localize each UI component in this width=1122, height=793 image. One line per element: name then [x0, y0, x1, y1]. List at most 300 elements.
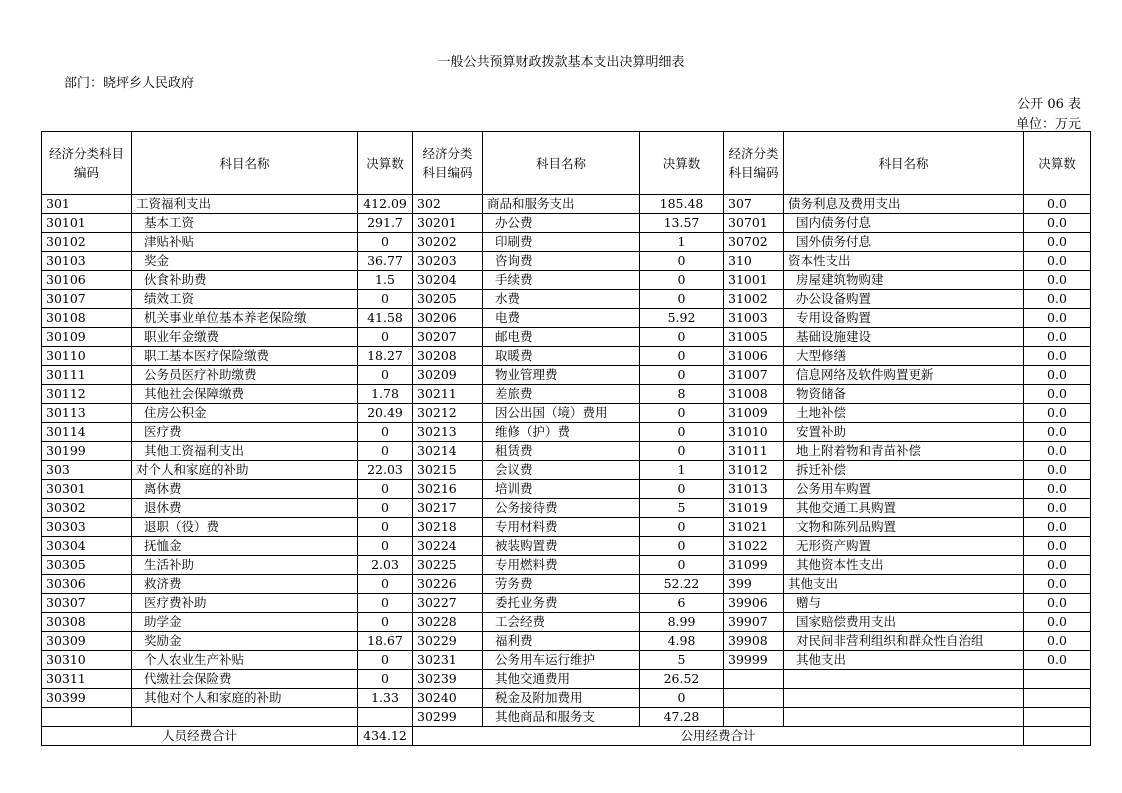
amount-cell-1: 1.33: [358, 689, 413, 708]
expenditure-table: [41, 131, 1091, 746]
amount-cell-1: 0: [358, 233, 413, 252]
header-name-1: 科目名称: [132, 132, 358, 195]
name-cell-1: 个人农业生产补贴: [132, 651, 358, 670]
code-cell-2: 30228: [413, 613, 483, 632]
table-row: [42, 556, 1091, 575]
name-cell-3: 专用设备购置: [784, 309, 1024, 328]
name-cell-2: 因公出国（境）费用: [483, 404, 640, 423]
name-cell-1: 绩效工资: [132, 290, 358, 309]
code-cell-1: 30306: [42, 575, 132, 594]
name-cell-2: 被装购置费: [483, 537, 640, 556]
name-cell-1: 奖励金: [132, 632, 358, 651]
amount-cell-2: 8.99: [640, 613, 724, 632]
name-cell-3: 公务用车购置: [784, 480, 1024, 499]
code-cell-2: 30207: [413, 328, 483, 347]
name-cell-3: 信息网络及软件购置更新: [784, 366, 1024, 385]
amount-cell-3: 0.0: [1024, 385, 1091, 404]
name-cell-3: 资本性支出: [784, 252, 1024, 271]
code-cell-1: 30309: [42, 632, 132, 651]
name-cell-2: 电费: [483, 309, 640, 328]
name-cell-2: 专用燃料费: [483, 556, 640, 575]
table-row: [42, 252, 1091, 271]
name-cell-1: [132, 708, 358, 727]
name-cell-3: 对民间非营利组织和群众性自治组: [784, 632, 1024, 651]
code-cell-3: 30701: [724, 214, 784, 233]
code-cell-2: 30213: [413, 423, 483, 442]
table-row: [42, 670, 1091, 689]
header-code-3: 经济分类科目编码: [724, 132, 784, 195]
code-cell-1: [42, 708, 132, 727]
header-amount-2: 决算数: [640, 132, 724, 195]
code-cell-2: 30203: [413, 252, 483, 271]
amount-cell-2: 1: [640, 233, 724, 252]
amount-cell-1: 291.7: [358, 214, 413, 233]
name-cell-3: 其他支出: [784, 651, 1024, 670]
name-cell-2: 取暖费: [483, 347, 640, 366]
code-cell-2: 30201: [413, 214, 483, 233]
name-cell-2: 劳务费: [483, 575, 640, 594]
amount-cell-3: 0.0: [1024, 233, 1091, 252]
amount-cell-2: 0: [640, 347, 724, 366]
header-code-1: 经济分类科目编码: [42, 132, 132, 195]
code-cell-3: 39999: [724, 651, 784, 670]
name-cell-1: 抚恤金: [132, 537, 358, 556]
name-cell-2: 租赁费: [483, 442, 640, 461]
amount-cell-1: 1.78: [358, 385, 413, 404]
code-cell-1: 30102: [42, 233, 132, 252]
totals-row: [42, 727, 1091, 746]
amount-cell-3: 0.0: [1024, 575, 1091, 594]
code-cell-1: 30106: [42, 271, 132, 290]
name-cell-1: 退职（役）费: [132, 518, 358, 537]
amount-cell-1: 0: [358, 537, 413, 556]
name-cell-1: 离休费: [132, 480, 358, 499]
name-cell-1: 医疗费补助: [132, 594, 358, 613]
code-cell-1: 30113: [42, 404, 132, 423]
table-title: 一般公共预算财政拨款基本支出决算明细表: [437, 55, 685, 70]
name-cell-2: 差旅费: [483, 385, 640, 404]
code-cell-2: 30240: [413, 689, 483, 708]
header-name-2: 科目名称: [483, 132, 640, 195]
amount-cell-1: 0: [358, 480, 413, 499]
amount-cell-1: 0: [358, 290, 413, 309]
public-total-label: 公用经费合计: [413, 727, 1024, 746]
table-row: [42, 689, 1091, 708]
code-cell-3: 31010: [724, 423, 784, 442]
amount-cell-1: 0: [358, 366, 413, 385]
amount-cell-3: 0.0: [1024, 271, 1091, 290]
name-cell-1: 救济费: [132, 575, 358, 594]
code-cell-3: 30702: [724, 233, 784, 252]
name-cell-3: 国内债务付息: [784, 214, 1024, 233]
amount-cell-2: 0: [640, 423, 724, 442]
amount-cell-2: 0: [640, 271, 724, 290]
code-cell-2: 30227: [413, 594, 483, 613]
name-cell-3: 国家赔偿费用支出: [784, 613, 1024, 632]
name-cell-1: 奖金: [132, 252, 358, 271]
amount-cell-1: 0: [358, 575, 413, 594]
amount-cell-2: 47.28: [640, 708, 724, 727]
table-row: [42, 309, 1091, 328]
amount-cell-3: 0.0: [1024, 290, 1091, 309]
name-cell-1: 生活补助: [132, 556, 358, 575]
name-cell-1: 退休费: [132, 499, 358, 518]
code-cell-1: 303: [42, 461, 132, 480]
amount-cell-1: 0: [358, 613, 413, 632]
name-cell-1: 机关事业单位基本养老保险缴: [132, 309, 358, 328]
department-label: 部门：晓坪乡人民政府: [64, 76, 195, 91]
name-cell-2: 公务用车运行维护: [483, 651, 640, 670]
name-cell-1: 医疗费: [132, 423, 358, 442]
name-cell-2: 商品和服务支出: [483, 195, 640, 214]
code-cell-1: 30303: [42, 518, 132, 537]
header-amount-3: 决算数: [1024, 132, 1091, 195]
amount-cell-2: 6: [640, 594, 724, 613]
amount-cell-3: 0.0: [1024, 461, 1091, 480]
name-cell-3: 债务利息及费用支出: [784, 195, 1024, 214]
code-cell-1: 30305: [42, 556, 132, 575]
code-cell-2: 302: [413, 195, 483, 214]
amount-cell-3: 0.0: [1024, 556, 1091, 575]
table-row: [42, 708, 1091, 727]
amount-cell-3: 0.0: [1024, 594, 1091, 613]
amount-cell-2: 4.98: [640, 632, 724, 651]
amount-cell-3: 0.0: [1024, 366, 1091, 385]
name-cell-2: 维修（护）费: [483, 423, 640, 442]
code-cell-3: 39908: [724, 632, 784, 651]
name-cell-1: 津贴补贴: [132, 233, 358, 252]
amount-cell-2: 0: [640, 366, 724, 385]
name-cell-1: 职业年金缴费: [132, 328, 358, 347]
code-cell-3: 310: [724, 252, 784, 271]
amount-cell-2: 5: [640, 651, 724, 670]
code-cell-2: 30209: [413, 366, 483, 385]
code-cell-1: 30301: [42, 480, 132, 499]
name-cell-1: 公务员医疗补助缴费: [132, 366, 358, 385]
name-cell-3: 物资储备: [784, 385, 1024, 404]
amount-cell-3: 0.0: [1024, 537, 1091, 556]
amount-cell-2: 1: [640, 461, 724, 480]
code-cell-1: 301: [42, 195, 132, 214]
name-cell-1: 其他对个人和家庭的补助: [132, 689, 358, 708]
code-cell-3: 31019: [724, 499, 784, 518]
code-cell-2: 30218: [413, 518, 483, 537]
amount-cell-1: 1.5: [358, 271, 413, 290]
table-row: [42, 195, 1091, 214]
amount-cell-1: 36.77: [358, 252, 413, 271]
amount-cell-3: 0.0: [1024, 613, 1091, 632]
amount-cell-1: 41.58: [358, 309, 413, 328]
amount-cell-1: 0: [358, 423, 413, 442]
amount-cell-2: 26.52: [640, 670, 724, 689]
code-cell-2: 30205: [413, 290, 483, 309]
amount-cell-1: 0: [358, 594, 413, 613]
code-cell-1: 30108: [42, 309, 132, 328]
code-cell-2: 30226: [413, 575, 483, 594]
name-cell-2: 专用材料费: [483, 518, 640, 537]
amount-cell-2: 13.57: [640, 214, 724, 233]
amount-cell-3: 0.0: [1024, 651, 1091, 670]
name-cell-2: 工会经费: [483, 613, 640, 632]
amount-cell-2: 0: [640, 252, 724, 271]
amount-cell-3: [1024, 689, 1091, 708]
code-cell-2: 30299: [413, 708, 483, 727]
code-cell-2: 30217: [413, 499, 483, 518]
name-cell-3: 国外债务付息: [784, 233, 1024, 252]
amount-cell-2: 0: [640, 290, 724, 309]
header-name-3: 科目名称: [784, 132, 1024, 195]
name-cell-3: 安置补助: [784, 423, 1024, 442]
amount-cell-2: 0: [640, 404, 724, 423]
code-cell-1: 30103: [42, 252, 132, 271]
amount-cell-3: 0.0: [1024, 480, 1091, 499]
name-cell-1: 工资福利支出: [132, 195, 358, 214]
code-cell-3: 31006: [724, 347, 784, 366]
amount-cell-1: 2.03: [358, 556, 413, 575]
name-cell-3: 其他资本性支出: [784, 556, 1024, 575]
name-cell-2: 咨询费: [483, 252, 640, 271]
name-cell-2: 税金及附加费用: [483, 689, 640, 708]
header-code-2: 经济分类科目编码: [413, 132, 483, 195]
name-cell-2: 手续费: [483, 271, 640, 290]
name-cell-3: [784, 689, 1024, 708]
table-row: [42, 480, 1091, 499]
amount-cell-3: 0.0: [1024, 423, 1091, 442]
header-row: [42, 132, 1091, 195]
name-cell-3: 大型修缮: [784, 347, 1024, 366]
code-cell-2: 30216: [413, 480, 483, 499]
table-row: [42, 404, 1091, 423]
code-cell-2: 30225: [413, 556, 483, 575]
name-cell-3: 房屋建筑物购建: [784, 271, 1024, 290]
table-row: [42, 423, 1091, 442]
table-row: [42, 290, 1091, 309]
table-row: [42, 499, 1091, 518]
name-cell-1: 对个人和家庭的补助: [132, 461, 358, 480]
code-cell-1: 30112: [42, 385, 132, 404]
amount-cell-1: 20.49: [358, 404, 413, 423]
amount-cell-1: 18.67: [358, 632, 413, 651]
name-cell-3: 其他支出: [784, 575, 1024, 594]
table-row: [42, 518, 1091, 537]
amount-cell-2: 0: [640, 328, 724, 347]
name-cell-3: 土地补偿: [784, 404, 1024, 423]
name-cell-1: 其他社会保障缴费: [132, 385, 358, 404]
table-row: [42, 575, 1091, 594]
table-row: [42, 613, 1091, 632]
amount-cell-3: 0.0: [1024, 252, 1091, 271]
personnel-total-label: 人员经费合计: [42, 727, 358, 746]
code-cell-3: 31022: [724, 537, 784, 556]
code-cell-2: 30211: [413, 385, 483, 404]
code-cell-2: 30224: [413, 537, 483, 556]
table-row: [42, 442, 1091, 461]
name-cell-3: 无形资产购置: [784, 537, 1024, 556]
code-cell-1: 30107: [42, 290, 132, 309]
amount-cell-2: 8: [640, 385, 724, 404]
code-cell-2: 30214: [413, 442, 483, 461]
name-cell-2: 公务接待费: [483, 499, 640, 518]
code-cell-1: 30310: [42, 651, 132, 670]
amount-cell-2: 0: [640, 689, 724, 708]
name-cell-2: 福利费: [483, 632, 640, 651]
code-cell-2: 30212: [413, 404, 483, 423]
name-cell-2: 邮电费: [483, 328, 640, 347]
name-cell-2: 办公费: [483, 214, 640, 233]
name-cell-3: 文物和陈列品购置: [784, 518, 1024, 537]
amount-cell-2: 52.22: [640, 575, 724, 594]
amount-cell-1: 0: [358, 328, 413, 347]
name-cell-3: 拆迁补偿: [784, 461, 1024, 480]
personnel-total-amount: 434.12: [358, 727, 413, 746]
code-cell-1: 30308: [42, 613, 132, 632]
table-row: [42, 632, 1091, 651]
code-cell-3: 39906: [724, 594, 784, 613]
code-cell-2: 30229: [413, 632, 483, 651]
code-cell-3: 31021: [724, 518, 784, 537]
table-row: [42, 461, 1091, 480]
name-cell-3: [784, 670, 1024, 689]
code-cell-2: 30202: [413, 233, 483, 252]
amount-cell-1: 0: [358, 651, 413, 670]
amount-cell-3: [1024, 670, 1091, 689]
amount-cell-1: [358, 708, 413, 727]
amount-cell-3: 0.0: [1024, 518, 1091, 537]
name-cell-1: 职工基本医疗保险缴费: [132, 347, 358, 366]
amount-cell-2: 185.48: [640, 195, 724, 214]
name-cell-2: 其他商品和服务支: [483, 708, 640, 727]
unit-label: 单位：万元: [1015, 117, 1081, 132]
amount-cell-3: 0.0: [1024, 309, 1091, 328]
table-row: [42, 328, 1091, 347]
amount-cell-2: 0: [640, 518, 724, 537]
code-cell-2: 30215: [413, 461, 483, 480]
code-cell-3: 399: [724, 575, 784, 594]
code-cell-2: 30206: [413, 309, 483, 328]
amount-cell-2: 0: [640, 480, 724, 499]
amount-cell-3: 0.0: [1024, 195, 1091, 214]
code-cell-3: 31005: [724, 328, 784, 347]
code-cell-1: 30110: [42, 347, 132, 366]
code-cell-3: 31009: [724, 404, 784, 423]
form-number: 公开 06 表: [1017, 97, 1081, 112]
table-row: [42, 385, 1091, 404]
table-row: [42, 347, 1091, 366]
amount-cell-2: 0: [640, 556, 724, 575]
code-cell-3: [724, 670, 784, 689]
code-cell-3: 31003: [724, 309, 784, 328]
amount-cell-2: 0: [640, 442, 724, 461]
table-row: [42, 651, 1091, 670]
amount-cell-2: 0: [640, 537, 724, 556]
code-cell-1: 30109: [42, 328, 132, 347]
name-cell-2: 水费: [483, 290, 640, 309]
table-row: [42, 537, 1091, 556]
amount-cell-3: 0.0: [1024, 404, 1091, 423]
code-cell-3: [724, 689, 784, 708]
name-cell-2: 委托业务费: [483, 594, 640, 613]
code-cell-1: 30304: [42, 537, 132, 556]
name-cell-3: 其他交通工具购置: [784, 499, 1024, 518]
name-cell-2: 物业管理费: [483, 366, 640, 385]
name-cell-1: 伙食补助费: [132, 271, 358, 290]
code-cell-3: 39907: [724, 613, 784, 632]
amount-cell-3: [1024, 708, 1091, 727]
table-row: [42, 594, 1091, 613]
code-cell-3: 31013: [724, 480, 784, 499]
name-cell-2: 其他交通费用: [483, 670, 640, 689]
amount-cell-3: 0.0: [1024, 347, 1091, 366]
name-cell-1: 住房公积金: [132, 404, 358, 423]
code-cell-1: 30307: [42, 594, 132, 613]
name-cell-1: 其他工资福利支出: [132, 442, 358, 461]
name-cell-2: 印刷费: [483, 233, 640, 252]
name-cell-3: 办公设备购置: [784, 290, 1024, 309]
amount-cell-1: 0: [358, 518, 413, 537]
code-cell-1: 30101: [42, 214, 132, 233]
amount-cell-1: 18.27: [358, 347, 413, 366]
code-cell-3: 31099: [724, 556, 784, 575]
code-cell-3: 31007: [724, 366, 784, 385]
table-row: [42, 271, 1091, 290]
name-cell-1: 基本工资: [132, 214, 358, 233]
header-amount-1: 决算数: [358, 132, 413, 195]
amount-cell-3: 0.0: [1024, 442, 1091, 461]
name-cell-2: 培训费: [483, 480, 640, 499]
code-cell-1: 30199: [42, 442, 132, 461]
amount-cell-2: 5: [640, 499, 724, 518]
code-cell-1: 30114: [42, 423, 132, 442]
code-cell-1: 30302: [42, 499, 132, 518]
amount-cell-1: 0: [358, 670, 413, 689]
name-cell-3: 地上附着物和青苗补偿: [784, 442, 1024, 461]
amount-cell-1: 0: [358, 442, 413, 461]
name-cell-1: 代缴社会保险费: [132, 670, 358, 689]
amount-cell-2: 5.92: [640, 309, 724, 328]
amount-cell-3: 0.0: [1024, 214, 1091, 233]
code-cell-1: 30311: [42, 670, 132, 689]
table-row: [42, 366, 1091, 385]
name-cell-3: 基础设施建设: [784, 328, 1024, 347]
code-cell-3: 31012: [724, 461, 784, 480]
name-cell-3: [784, 708, 1024, 727]
code-cell-1: 30399: [42, 689, 132, 708]
code-cell-3: 31011: [724, 442, 784, 461]
name-cell-1: 助学金: [132, 613, 358, 632]
table-row: [42, 214, 1091, 233]
code-cell-3: 307: [724, 195, 784, 214]
code-cell-2: 30231: [413, 651, 483, 670]
code-cell-2: 30204: [413, 271, 483, 290]
code-cell-2: 30239: [413, 670, 483, 689]
name-cell-3: 赠与: [784, 594, 1024, 613]
code-cell-3: 31002: [724, 290, 784, 309]
table-row: [42, 233, 1091, 252]
code-cell-1: 30111: [42, 366, 132, 385]
public-total-amount: [1024, 727, 1091, 746]
name-cell-2: 会议费: [483, 461, 640, 480]
code-cell-2: 30208: [413, 347, 483, 366]
amount-cell-1: 22.03: [358, 461, 413, 480]
code-cell-3: 31008: [724, 385, 784, 404]
amount-cell-3: 0.0: [1024, 632, 1091, 651]
amount-cell-1: 412.09: [358, 195, 413, 214]
amount-cell-3: 0.0: [1024, 499, 1091, 518]
amount-cell-1: 0: [358, 499, 413, 518]
code-cell-3: [724, 708, 784, 727]
code-cell-3: 31001: [724, 271, 784, 290]
amount-cell-3: 0.0: [1024, 328, 1091, 347]
